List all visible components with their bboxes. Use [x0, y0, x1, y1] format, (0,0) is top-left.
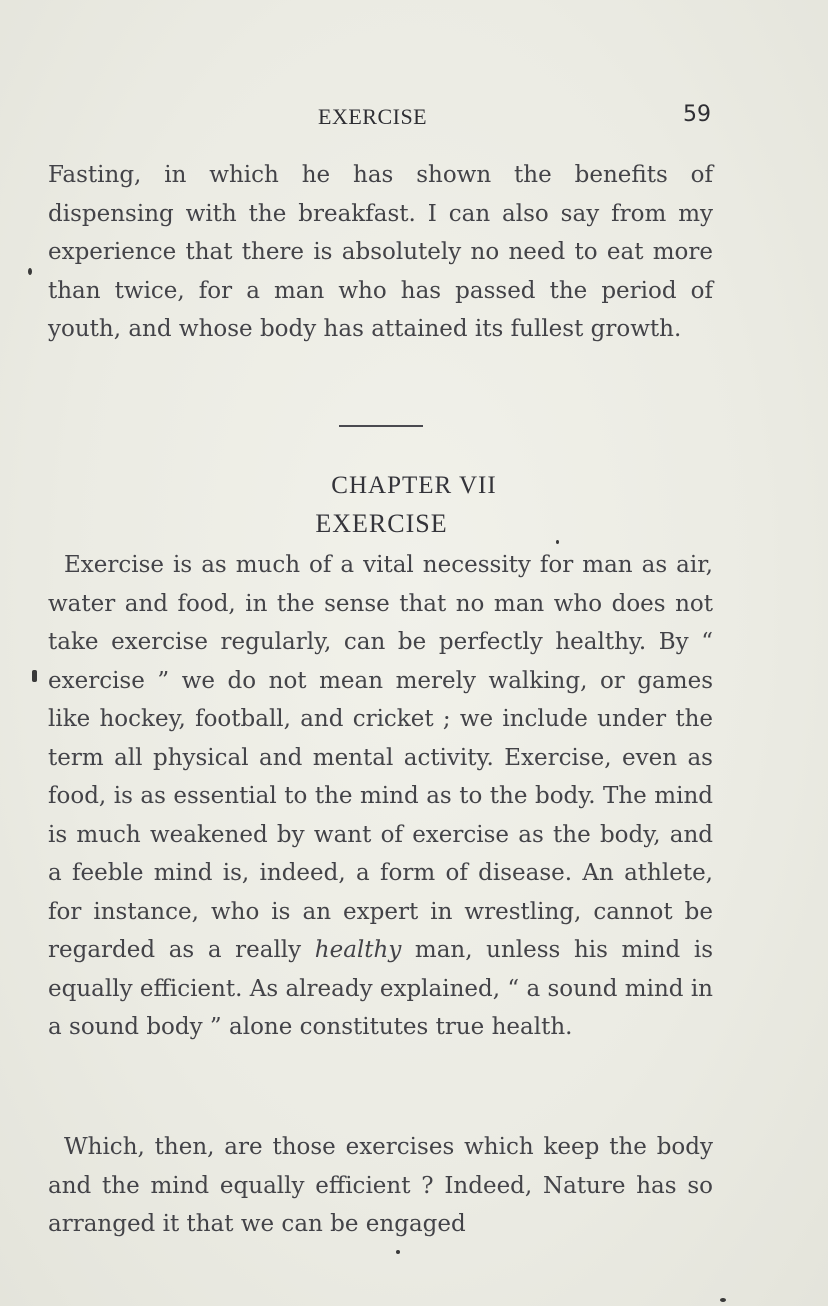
chapter-number: CHAPTER VII — [331, 472, 497, 499]
page-number: 59 — [683, 102, 711, 127]
paper-speck — [28, 268, 32, 275]
italic-word: healthy — [314, 937, 402, 963]
paper-speck — [396, 1250, 400, 1254]
paragraph-which-exercises: Which, then, are those exercises which keep the body and the mind equally efficient ? Indeed, Nature has so arranged it that we can be engaged — [48, 1134, 713, 1237]
paragraph-exercise-intro — [48, 546, 713, 1047]
paper-speck — [556, 540, 559, 544]
paper-speck — [32, 670, 37, 682]
chapter-title: EXERCISE — [315, 509, 448, 538]
paper-speck — [720, 1298, 726, 1302]
running-head — [0, 104, 828, 134]
paragraph-continuation: Fasting, in which he has shown the benefits of dispensing with the breakfast. I can also say from my experience that there is absolutely no need to eat more than twice, for a man who has passed the period of youth, and whose body has attained its fullest growth. — [48, 162, 713, 342]
running-head-title: EXERCISE — [318, 104, 428, 129]
paragraph-text: Exercise is as much of a vital necessity for man as air, water and food, in the sense that no man who does not take exercise regularly, can be perfectly healthy. By “ exercise ” we do not mean merely walking, or games like hockey, football, and cricket ; we include under the term all physical and mental activity. Exercise, even as food, is as essential to the mind as to the body. The mind is much weakened by want of exercise as the body, and a feeble mind is, indeed, a form of disease. An athlete, for instance, who is an expert in wrestling, cannot be regarded as a really — [48, 552, 713, 963]
section-divider — [339, 425, 423, 427]
paragraph-text: man, unless his mind is equally efficient. As already explained, “ a sound mind in a sound body ” alone constitutes true health. — [48, 937, 714, 1040]
